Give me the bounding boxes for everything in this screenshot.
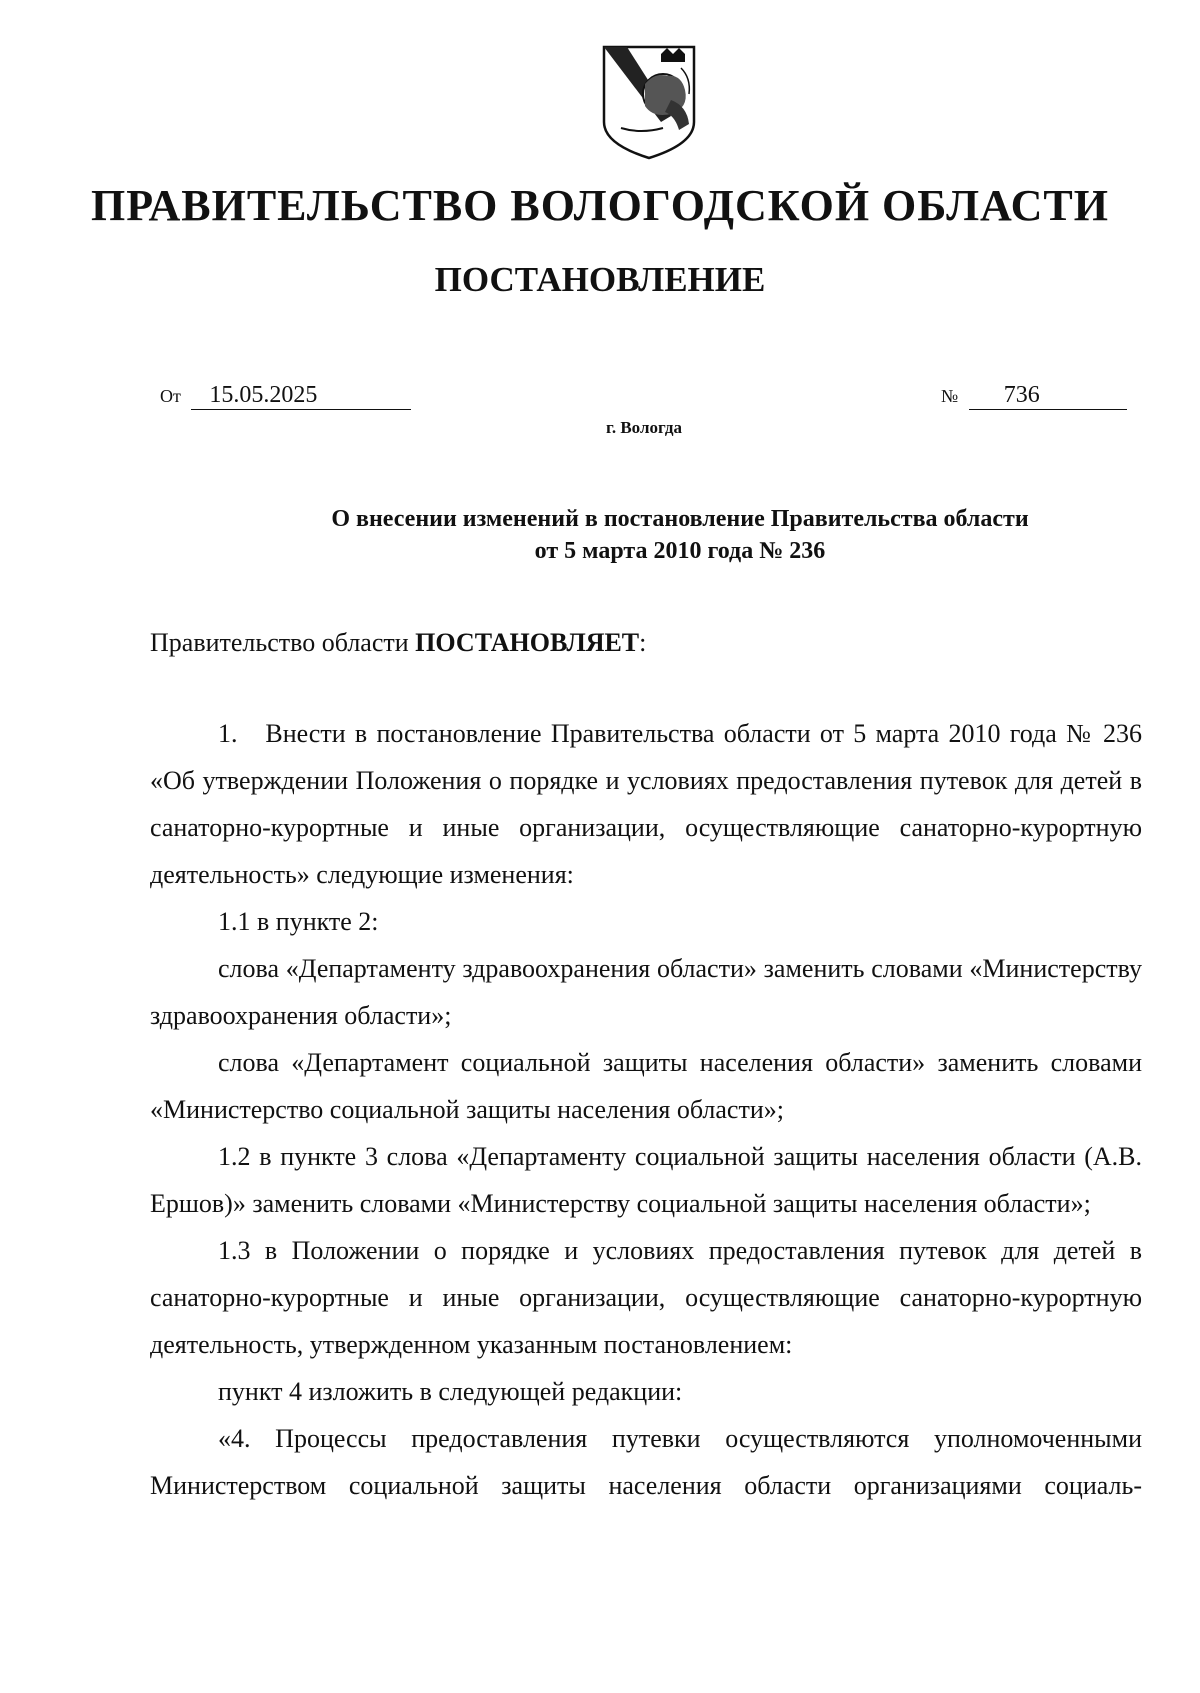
government-title: ПРАВИТЕЛЬСТВО ВОЛОГОДСКОЙ ОБЛАСТИ [91, 181, 1109, 230]
city: г. Вологда [606, 418, 682, 437]
number-prefix: № [941, 386, 959, 406]
paragraph-replace-1: слова «Департаменту здравоохранения области» заменить словами «Министерству здравоохранения области»; [150, 954, 1142, 1030]
paragraph-quote-4: «4. Процессы предоставления путевки осуществляются уполномоченными Министерством социальной защиты населения области организациями социаль- [150, 1424, 1142, 1500]
paragraph-1: 1. Внести в постановление Правительства области от 5 марта 2010 года № 236 «Об утверждении Положения о порядке и условиях предоставления путевок для детей в санаторно-курортные и иные организации, осуществляющие санаторно-курортную деятельность» следующие изменения: [150, 719, 1142, 889]
subject-line-1: О внесении изменений в постановление Правительства области [331, 506, 1029, 532]
document-subject [250, 503, 1110, 567]
coat-of-arms-icon [601, 44, 697, 162]
subject-line-2: от 5 марта 2010 года № 236 [534, 538, 826, 564]
document-body [150, 710, 1142, 1509]
number-field [941, 382, 1127, 410]
preamble-text: Правительство области [150, 628, 416, 657]
paragraph-1-1: 1.1 в пункте 2: [218, 907, 379, 936]
date-prefix: От [160, 386, 181, 406]
document-date: 15.05.2025 [191, 382, 411, 410]
preamble [150, 628, 646, 658]
coat-of-arms [601, 44, 697, 162]
paragraph-1-2: 1.2 в пункте 3 слова «Департаменту социальной защиты населения области (А.В. Ершов)» заменить словами «Министерству социальной защиты населения области»; [150, 1142, 1142, 1218]
paragraph-replace-2: слова «Департамент социальной защиты населения области» заменить словами «Министерство социальной защиты населения области»; [150, 1048, 1142, 1124]
preamble-suffix: : [639, 628, 647, 657]
paragraph-1-3: 1.3 в Положении о порядке и условиях предоставления путевок для детей в санаторно-курортные и иные организации, осуществляющие санаторно-курортную деятельность, утвержденном указанным постановлением: [150, 1236, 1142, 1359]
paragraph-point-4: пункт 4 изложить в следующей редакции: [218, 1377, 683, 1406]
document-number: 736 [969, 382, 1127, 410]
date-field [160, 382, 411, 410]
document-type: ПОСТАНОВЛЕНИЕ [434, 260, 766, 299]
preamble-emphasis: ПОСТАНОВЛЯЕТ [415, 628, 640, 657]
